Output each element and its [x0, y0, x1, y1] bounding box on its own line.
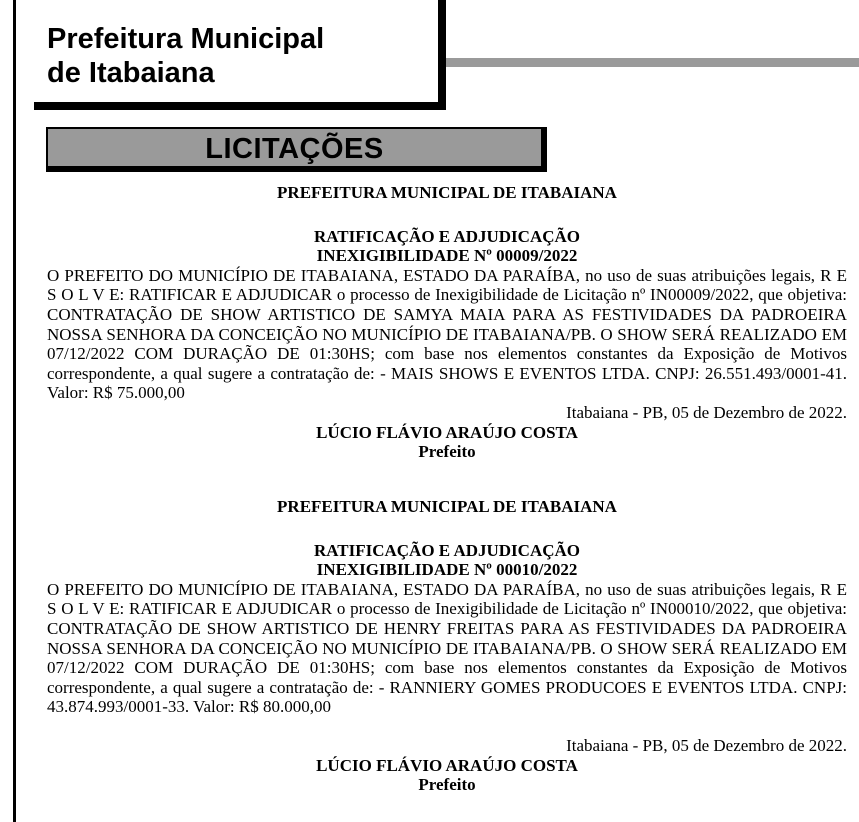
notice-1 [47, 183, 847, 462]
notice-body: O PREFEITO DO MUNICÍPIO DE ITABAIANA, ESTADO DA PARAÍBA, no uso de suas atribuições legais, R E S O L V E: RATIFICAR E ADJUDICAR o processo de Inexigibilidade de Licitação nº IN00010/2022, que objetiva: CONTRATAÇÃO DE SHOW ARTISTICO DE HENRY FREITAS PARA AS FESTIVIDADES DA PADROEIRA NOSSA SENHORA DA CONCEIÇÃO NO MUNICÍPIO DE ITABAIANA/PB. O SHOW SERÁ REALIZADO EM 07/12/2022 COM DURAÇÃO DE 01:30HS; com base nos elementos constantes da Exposição de Motivos correspondente, a qual sugere a contratação de: - RANNIERY GOMES PRODUCOES E EVENTOS LTDA. CNPJ: 43.874.993/0001-33. Valor: R$ 80.000,00 [47, 579, 847, 717]
notice-signer-role: Prefeito [418, 775, 476, 795]
notice-signer: LÚCIO FLÁVIO ARAÚJO COSTA [316, 422, 578, 442]
notice-2 [47, 497, 847, 795]
left-margin-rule [13, 0, 16, 822]
masthead-title-line-1: Prefeitura Municipal [47, 23, 325, 55]
notice-place-date: Itabaiana - PB, 05 de Dezembro de 2022. [566, 402, 847, 422]
notice-subtitle: INEXIGIBILIDADE Nº 00009/2022 [316, 246, 578, 266]
section-heading-bar [46, 127, 547, 172]
section-title: LICITAÇÕES [205, 133, 384, 165]
notice-place-date: Itabaiana - PB, 05 de Dezembro de 2022. [566, 735, 847, 755]
notice-subtitle: INEXIGIBILIDADE Nº 00010/2022 [316, 560, 578, 580]
notice-title: RATIFICAÇÃO E ADJUDICAÇÃO [313, 226, 581, 246]
masthead-title-line-2: de Itabaiana [47, 57, 215, 89]
masthead-grey-band [446, 58, 859, 67]
notice-signer: LÚCIO FLÁVIO ARAÚJO COSTA [316, 755, 578, 775]
notice-org: PREFEITURA MUNICIPAL DE ITABAIANA [277, 183, 617, 202]
notice-org: PREFEITURA MUNICIPAL DE ITABAIANA [277, 497, 617, 516]
spacer [47, 717, 847, 736]
notice-title: RATIFICAÇÃO E ADJUDICAÇÃO [313, 540, 581, 560]
notice-signer-role: Prefeito [418, 442, 476, 462]
notice-body: O PREFEITO DO MUNICÍPIO DE ITABAIANA, ESTADO DA PARAÍBA, no uso de suas atribuições legais, R E S O L V E: RATIFICAR E ADJUDICAR o processo de Inexigibilidade de Licitação nº IN00009/2022, que objetiva: CONTRATAÇÃO DE SHOW ARTISTICO DE SAMYA MAIA PARA AS FESTIVIDADES DA PADROEIRA NOSSA SENHORA DA CONCEIÇÃO NO MUNICÍPIO DE ITABAIANA/PB. O SHOW SERÁ REALIZADO EM 07/12/2022 COM DURAÇÃO DE 01:30HS; com base nos elementos constantes da Exposição de Motivos correspondente, a qual sugere a contratação de: - MAIS SHOWS E EVENTOS LTDA. CNPJ: 26.551.493/0001-41. Valor: R$ 75.000,00 [47, 265, 847, 403]
